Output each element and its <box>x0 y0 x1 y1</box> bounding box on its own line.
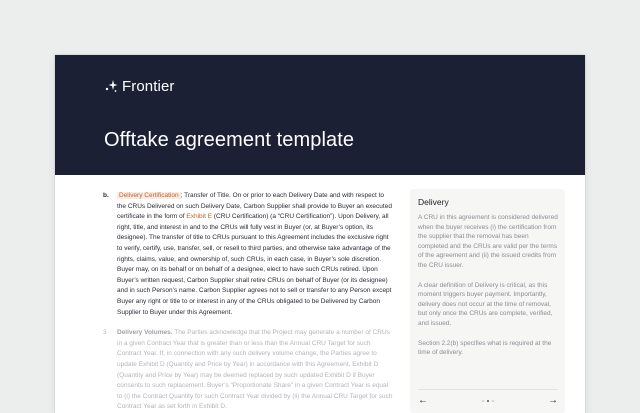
sparkle-icon <box>104 79 118 93</box>
clause-b <box>103 191 393 318</box>
prev-arrow-icon[interactable]: ← <box>418 395 428 406</box>
next-arrow-icon[interactable]: → <box>548 395 558 406</box>
annotation-title: Delivery <box>418 197 449 207</box>
exhibit-e-link[interactable]: Exhibit E <box>186 213 213 221</box>
delivery-certification-term[interactable]: Delivery Certification <box>119 192 179 199</box>
brand-name: Frontier <box>122 77 175 95</box>
clause-text: The Parties acknowledge that the Project may generate a number of CRUs in a given Contract Year that is greater than or less than the Annual CRU Target for such Contract Year. If, in connection with any such delivery volume change, the Parties agree to update Exhibit D (Quantity and Price by Year) in accordance with this Agreement, Exhibit D (Quantity and Price by Year) may be deemed replaced by such updated Exhibit D if Buyer consents to such replacement. Buyer’s “Proportionate Share” in a given Contract Year is equal to (i) the Contract Quantity for such Contract Year divided by (ii) the Annual CRU Target for such Contract Year as set forth in Exhibit D. <box>117 329 393 411</box>
annotation-panel <box>410 189 565 413</box>
annotation-paragraph: A CRU in this agreement is considered delivered when the buyer receives (i) the certification from the supplier that the removal has been completed and the CRUs are valid per the terms of the agreement and (ii) the issued credits from the CRU issuer. <box>418 214 558 269</box>
brand-logo[interactable] <box>104 76 174 96</box>
clause-number: 3 <box>103 329 107 337</box>
annotation-paragraph: A clear definition of Delivery is critical, as this moment triggers buyer payment. Importantly, delivery does not occur at the time of removal, but only once the CRUs are complete, verified, and issued. <box>418 281 553 327</box>
document-window <box>55 55 585 413</box>
clause-heading: Delivery Volumes. <box>117 329 173 337</box>
header-banner <box>55 55 585 175</box>
clause-number: b. <box>103 192 109 199</box>
annotation-body <box>418 213 558 368</box>
pager-dot-active[interactable] <box>487 400 489 402</box>
page-title: Offtake agreement template <box>104 129 355 151</box>
pager-dots <box>482 400 494 402</box>
annotation-pager <box>418 395 558 407</box>
clause-text: ; Transfer of Title. On or prior to each Delivery Date and with respect to the CRUs Delivered on such Delivery Date, Carbon Supplier shall provide to Buyer an executed certificate in the form of <box>117 192 392 221</box>
pager-dot[interactable] <box>482 400 484 402</box>
annotation-paragraph: Section 2.2(b) specifies what is required at the time of delivery. <box>418 339 552 357</box>
clause-3 <box>103 328 393 413</box>
clause-text-continued: (CRU Certification) (a “CRU Certification”). Upon Delivery, all right, title, and interest in and to the CRUs will fully vest in Buyer (or, at Buyer’s option, its designee). The transfer of title to CRUs pursuant to this Agreement includes the exclusive right to verify, certify, use, transfer, sell, or resell to third parties, and otherwise take advantage of the rights, claims, value, and ownership of, such CRUs, in each case, in Buyer’s sole discretion. Buyer may, on its behalf or on behalf of a designee, elect to have such CRUs retired. Upon Buyer’s written request, Carbon Supplier shall retire CRUs on behalf of Buyer (or its designee) and in such Person’s name. Carbon Supplier agrees not to sell or transfer to any Person except Buyer any right or title to or interest in any of the CRUs obligated to be Delivered by Carbon Supplier to Buyer under this Agreement. <box>117 213 392 316</box>
annotation-divider <box>418 389 558 390</box>
pager-dot[interactable] <box>492 400 494 402</box>
agreement-text <box>103 191 393 413</box>
